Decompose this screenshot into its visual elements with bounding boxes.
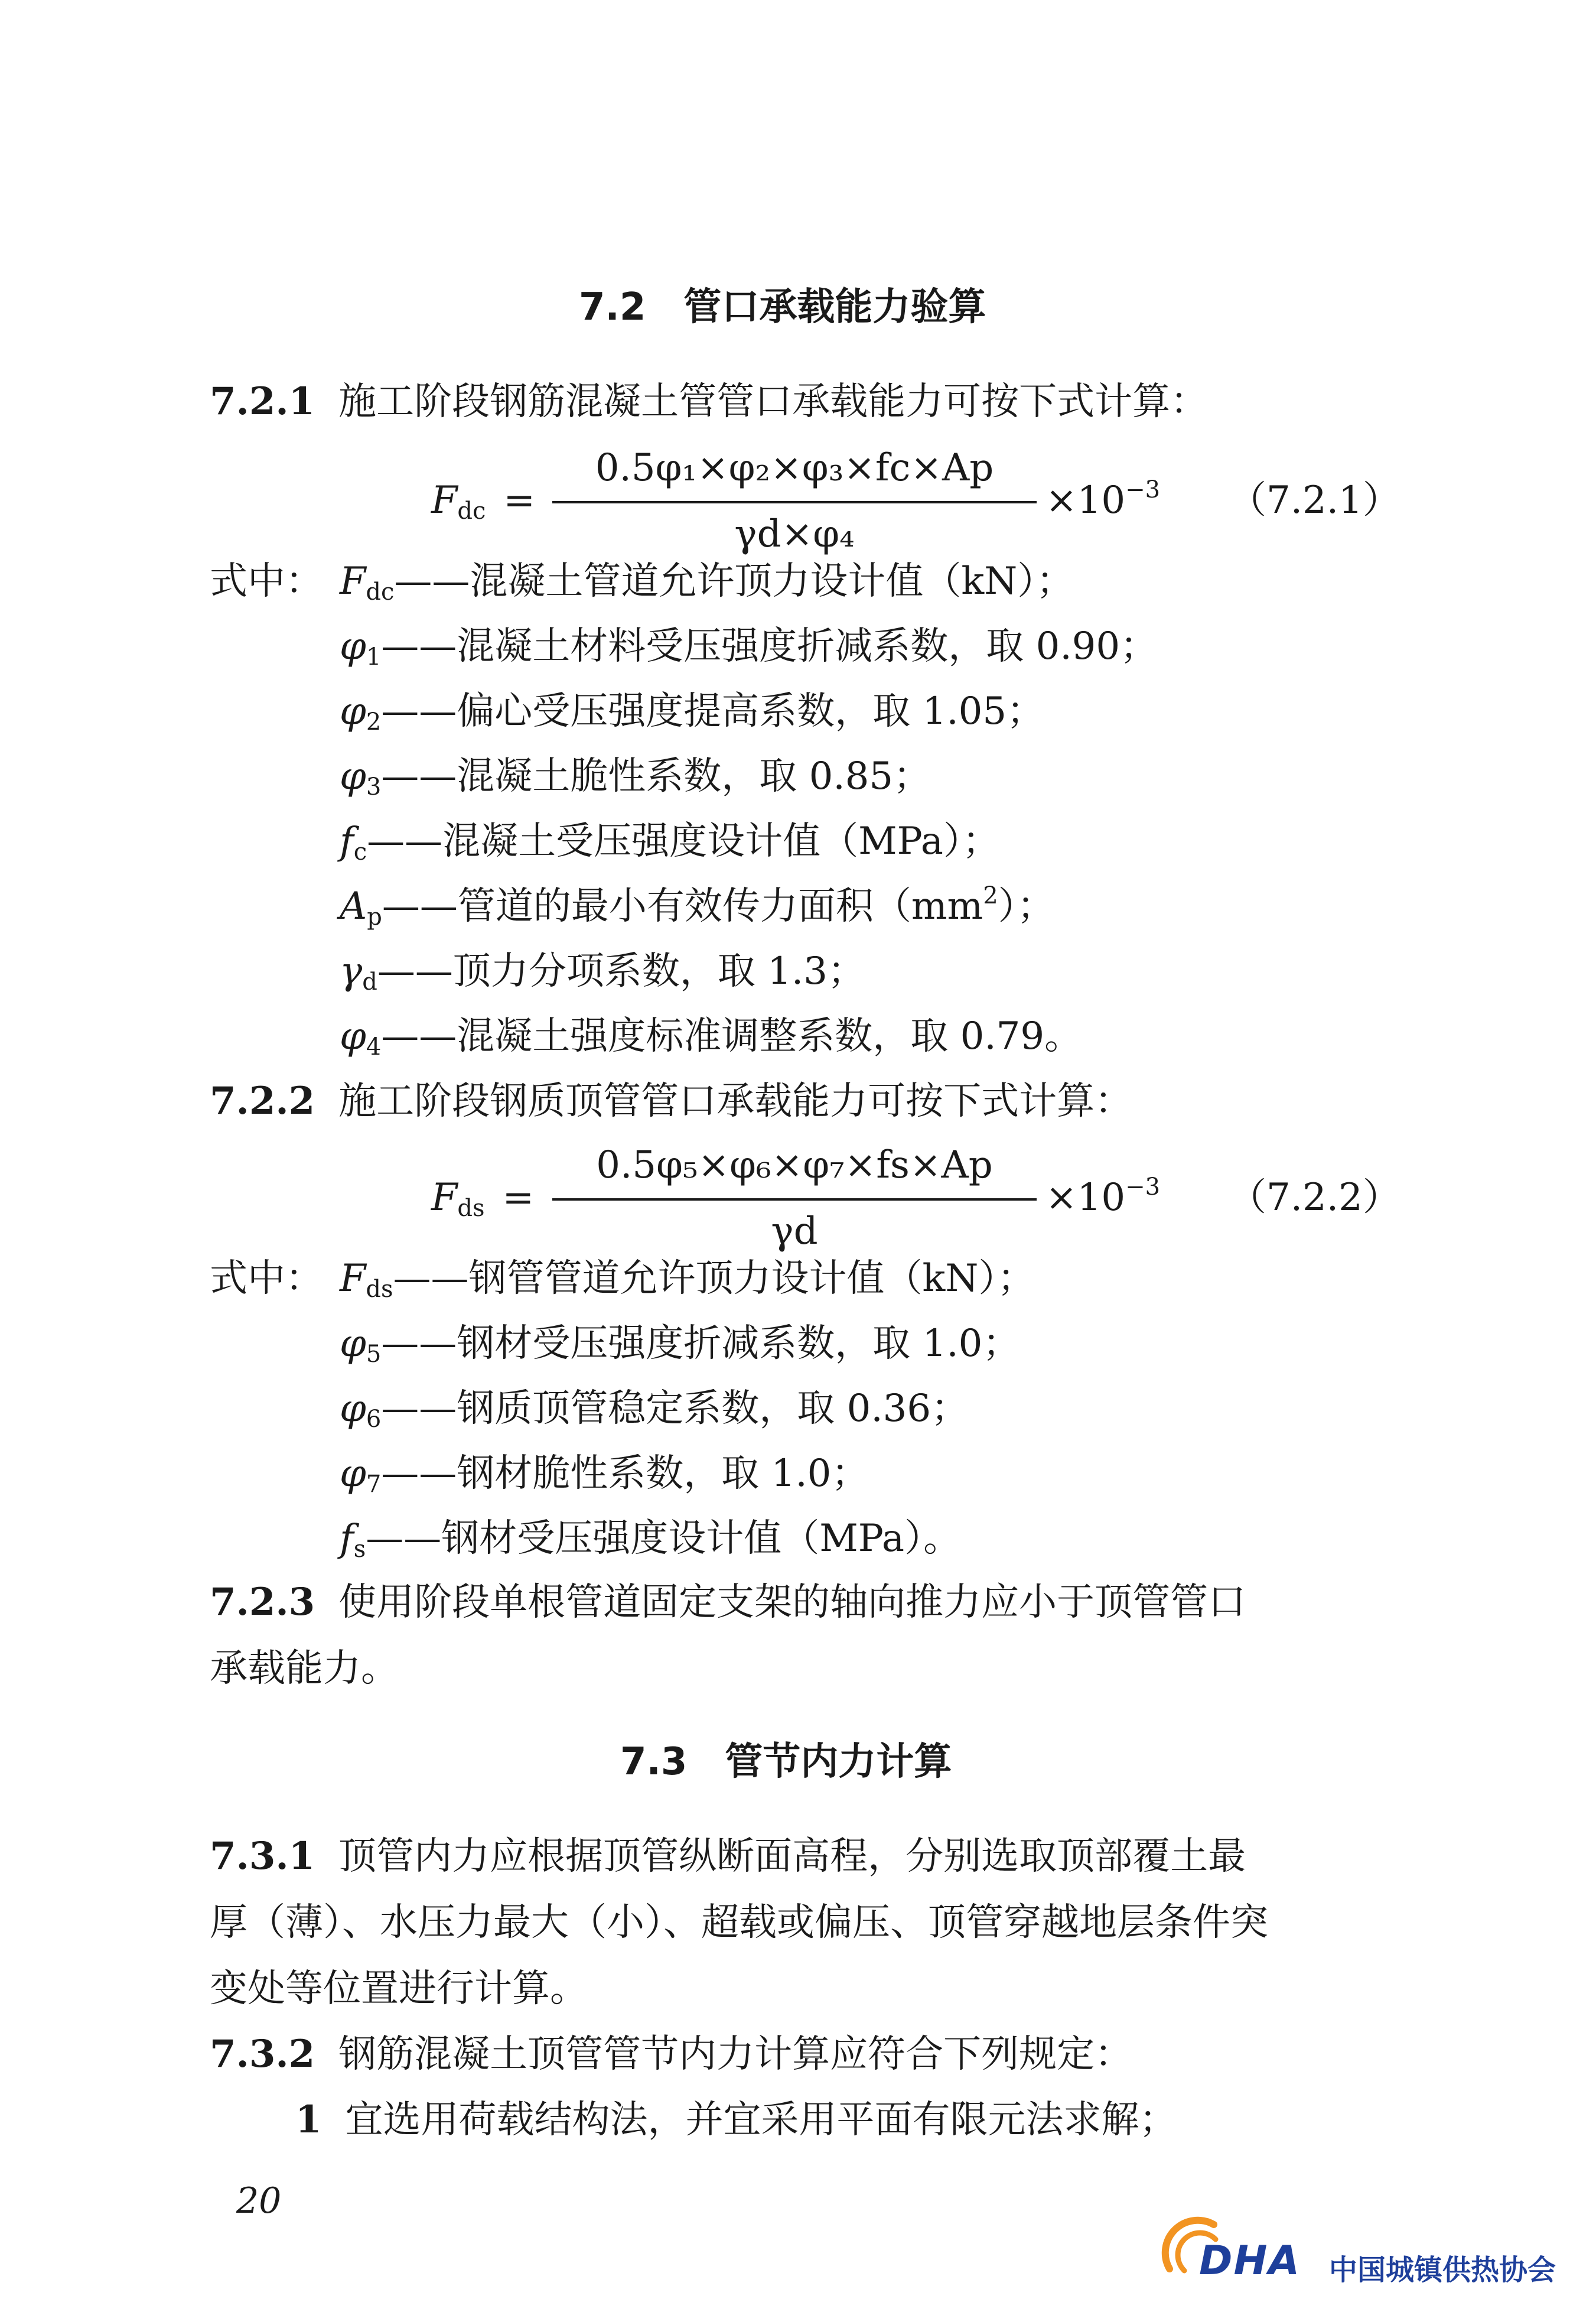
clause-text-continued: 承载能力。: [210, 1647, 399, 1690]
definition-text: ——顶力分项系数，取 1.3；: [377, 949, 865, 993]
definition-subscript: 5: [366, 1341, 382, 1368]
definition-item: [340, 560, 1074, 606]
definition-text: ——混凝土材料受压强度折减系数，取 0.90；: [381, 625, 1158, 668]
definition-item: [340, 1452, 869, 1498]
definition-text: ——混凝土受压强度设计值（MPa）；: [367, 820, 1000, 863]
equation-number: （7.2.1）: [1229, 479, 1400, 522]
definition-subscript: 7: [366, 1471, 382, 1498]
fraction-bar: [552, 1198, 1037, 1201]
definition-symbol: φ: [340, 1387, 366, 1430]
definition-symbol: f: [340, 1517, 354, 1560]
definition-text: ——偏心受压强度提高系数，取 1.05；: [381, 690, 1045, 733]
clause-number: 7.2.3: [210, 1580, 315, 1624]
definition-text: ——钢材脆性系数，取 1.0；: [381, 1452, 869, 1495]
clause-text: 施工阶段钢质顶管管口承载能力可按下式计算：: [338, 1079, 1133, 1123]
clause-text-continued: 变处等位置进行计算。: [210, 1967, 588, 2011]
definition-text: ——混凝土脆性系数，取 0.85；: [381, 755, 931, 798]
definition-item: [340, 820, 1000, 866]
definition-subscript: p: [367, 903, 382, 931]
definition-item: [340, 882, 1055, 931]
clause-text: 钢筋混凝土顶管管节内力计算应符合下列规定：: [338, 2033, 1133, 2076]
equation-fraction: [552, 446, 1037, 567]
definition-subscript: 2: [366, 708, 382, 736]
equation-numerator: 0.5φ₁×φ₂×φ₃×fc×Ap: [595, 446, 994, 490]
clause-7-3-1: [210, 1834, 1246, 1878]
clause-7-2-1: [210, 379, 1209, 424]
definition-text: ——钢材受压强度折减系数，取 1.0；: [381, 1322, 1021, 1365]
definition-item: [340, 1387, 969, 1433]
section-7-3-title: 7.3 管节内力计算: [620, 1740, 952, 1784]
clause-number: 7.3.2: [210, 2032, 315, 2076]
where-label: 式中：: [210, 560, 323, 603]
definition-symbol: A: [340, 885, 367, 928]
definition-subscript: s: [353, 1536, 366, 1563]
definition-symbol: φ: [340, 690, 366, 733]
page-number: 20: [236, 2180, 282, 2222]
definition-text: ——钢材受压强度设计值（MPa）。: [366, 1517, 962, 1560]
clause-text: 顶管内力应根据顶管纵断面高程，分别选取顶部覆土最: [338, 1835, 1246, 1878]
definition-symbol: φ: [340, 1014, 366, 1058]
definition-symbol: γ: [340, 949, 363, 993]
item-text: 宜选用荷载结构法，并宜采用平面有限元法求解；: [345, 2098, 1177, 2142]
equation-number: （7.2.2）: [1229, 1176, 1400, 1220]
clause-7-3-2: [210, 2032, 1133, 2076]
equation-lhs: $F_{ds}$ =: [431, 1176, 535, 1222]
definition-symbol: φ: [340, 625, 366, 668]
clause-7-2-2: [210, 1079, 1133, 1123]
definition-item: [340, 1517, 962, 1563]
definition-superscript: 2: [983, 882, 998, 909]
definition-item: [340, 1014, 1083, 1061]
definition-subscript: d: [362, 968, 377, 996]
definition-text: ——管道的最小有效传力面积（mm: [382, 885, 983, 928]
definition-item: [340, 755, 931, 801]
definition-symbol: φ: [340, 1322, 366, 1365]
clause-text-continued: 厚（薄）、水压力最大（小）、超载或偏压、顶管穿越地层条件突: [210, 1901, 1268, 1944]
where-label: 式中：: [210, 1257, 323, 1300]
dha-logo: [1158, 2213, 1571, 2287]
definition-symbol: F: [340, 1257, 366, 1300]
equation-denominator: γd: [771, 1209, 818, 1253]
equation-denominator: γd×φ₄: [734, 512, 855, 556]
definition-subscript: ds: [366, 1276, 393, 1303]
equation-multiplier: $\times 10^{-3}$: [1045, 1173, 1161, 1220]
definition-text: ——钢质顶管稳定系数，取 0.36；: [381, 1387, 969, 1430]
definition-subscript: 6: [366, 1406, 382, 1433]
logo-org-name: 中国城镇供热协会: [1329, 2254, 1556, 2287]
fraction-bar: [552, 501, 1037, 503]
section-7-2-title: 7.2 管口承载能力验算: [579, 285, 986, 329]
clause-text: 施工阶段钢筋混凝土管管口承载能力可按下式计算：: [338, 380, 1209, 424]
item-number: 1: [295, 2098, 322, 2142]
definition-symbol: f: [340, 820, 354, 863]
definition-subscript: c: [353, 838, 367, 866]
equation-7-2-2: [0, 1143, 1596, 1264]
equation-multiplier: $\times 10^{-3}$: [1045, 476, 1161, 522]
definition-text: ——混凝土强度标准调整系数，取 0.79。: [381, 1014, 1083, 1058]
definition-item: [340, 1257, 1035, 1303]
clause-number: 7.2.2: [210, 1079, 315, 1123]
equation-lhs: $F_{dc}$ =: [431, 479, 536, 525]
clause-number: 7.3.1: [210, 1834, 315, 1878]
definition-text: ——钢管管道允许顶力设计值（kN）；: [393, 1257, 1035, 1300]
definition-subscript: 3: [366, 773, 382, 801]
definition-item: [340, 690, 1045, 736]
definition-subscript: 1: [366, 643, 382, 671]
clause-7-2-3: [210, 1580, 1246, 1624]
definition-symbol: φ: [340, 755, 366, 798]
definition-text: ——混凝土管道允许顶力设计值（kN）；: [394, 560, 1074, 603]
equation-7-2-1: [0, 446, 1596, 567]
definition-tail: ）；: [998, 885, 1055, 928]
clause-text: 使用阶段单根管道固定支架的轴向推力应小于顶管管口: [338, 1581, 1246, 1624]
clause-number: 7.2.1: [210, 379, 315, 424]
definition-subscript: dc: [366, 578, 395, 606]
equation-numerator: 0.5φ₅×φ₆×φ₇×fs×Ap: [596, 1143, 993, 1187]
definition-item: [340, 1322, 1021, 1368]
definition-symbol: F: [340, 560, 366, 603]
equation-fraction: [552, 1143, 1037, 1264]
list-item-1: [295, 2098, 1177, 2142]
definition-subscript: 4: [366, 1033, 382, 1061]
definition-symbol: φ: [340, 1452, 366, 1495]
logo-mark: DHA: [1199, 2238, 1301, 2284]
definition-item: [340, 625, 1158, 671]
definition-item: [340, 949, 865, 996]
